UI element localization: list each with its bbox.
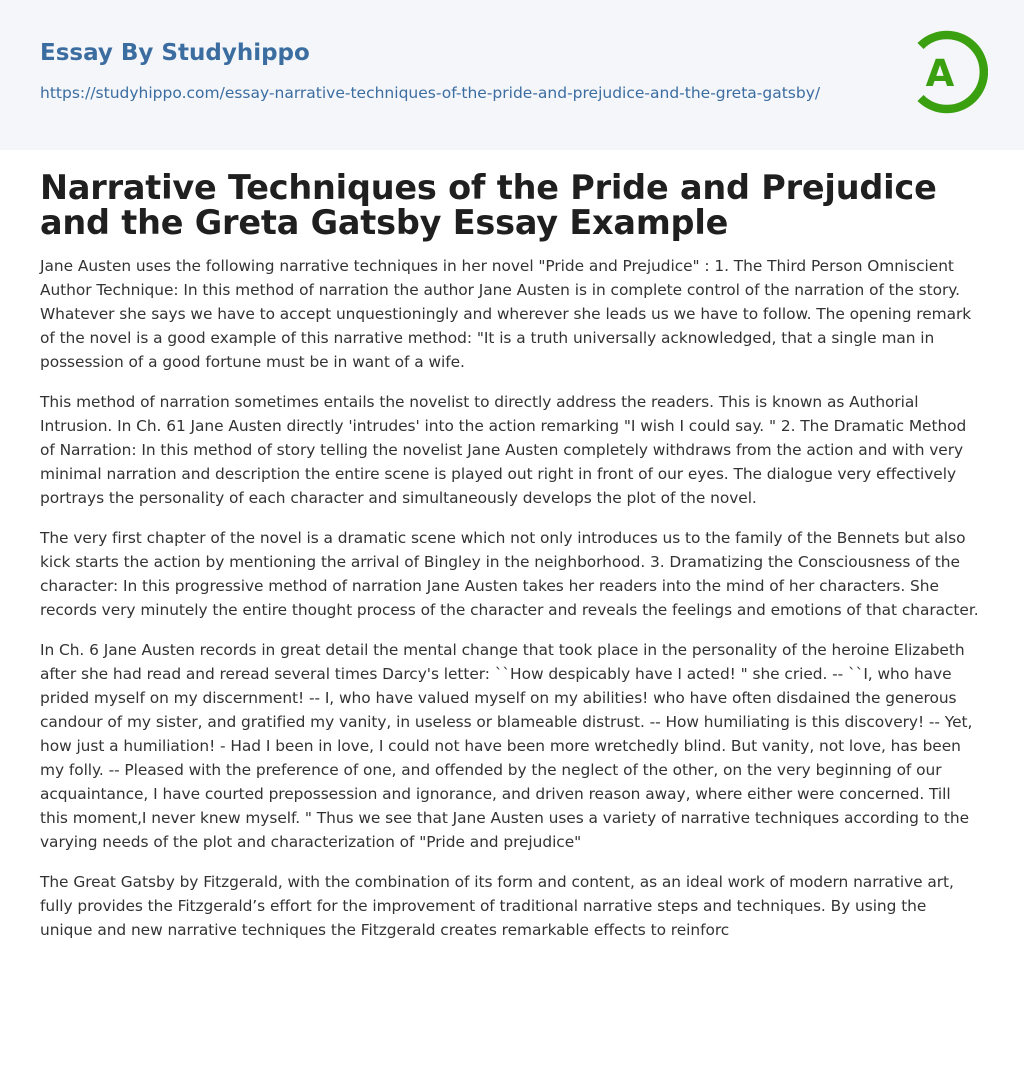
studyhippo-logo-icon[interactable] bbox=[910, 28, 988, 116]
article-paragraph: Jane Austen uses the following narrative techniques in her novel "Pride and Prejudice" : 1. The Third Person Omniscient Author Technique: In this method of narration the author Jane Austen is in complete control of the narration of the story. Whatever she says we have to accept unquestioningly and wherever she leads us we have to follow. The opening remark of the novel is a good example of this narrative method: "It is a truth universally acknowledged, that a single man in possession of a good fortune must be in want of a wife. bbox=[40, 257, 972, 371]
logo-letter: A bbox=[925, 52, 955, 95]
article bbox=[40, 170, 980, 958]
source-url-link[interactable]: https://studyhippo.com/essay-narrative-techniques-of-the-pride-and-prejudice-and-the-greta-gatsby/ bbox=[40, 84, 821, 102]
article-paragraph: This method of narration sometimes entails the novelist to directly address the readers. This is known as Authorial Intrusion. In Ch. 61 Jane Austen directly 'intrudes' into the action remarking "I wish I could say. " 2. The Dramatic Method of Narration: In this method of story telling the novelist Jane Austen completely withdraws from the action and with very minimal narration and description the entire scene is played out right in front of our eyes. The dialogue very effectively portrays the personality of each character and simultaneously develops the plot of the novel. bbox=[40, 393, 967, 507]
article-paragraph: The Great Gatsby by Fitzgerald, with the combination of its form and content, as an ideal work of modern narrative art, fully provides the Fitzgerald’s effort for the improvement of traditional narrative steps and techniques. By using the unique and new narrative techniques the Fitzgerald creates remarkable effects to reinforc bbox=[40, 873, 954, 939]
site-header bbox=[0, 0, 1024, 150]
page-title: Narrative Techniques of the Pride and Prejudice and the Greta Gatsby Essay Example bbox=[40, 168, 937, 242]
article-paragraph: In Ch. 6 Jane Austen records in great detail the mental change that took place in the personality of the heroine Elizabeth after she had read and reread several times Darcy's letter: ``How despicably have I acted! " she cried. -- ``I, who have prided myself on my discernment! -- I, who have valued myself on my abilities! who have often disdained the generous candour of my sister, and gratified my vanity, in useless or blameable distrust. -- How humiliating is this discovery! -- Yet, how just a humiliation! - Had I been in love, I could not have been more wretchedly blind. But vanity, not love, has been my folly. -- Pleased with the preference of one, and offended by the neglect of the other, on the very beginning of our acquaintance, I have courted prepossession and ignorance, and driven reason away, where either were concerned. Till this moment,I never knew myself. " Thus we see that Jane Austen uses a variety of narrative techniques according to the varying needs of the plot and characterization of "Pride and prejudice" bbox=[40, 641, 973, 851]
brand-title[interactable]: Essay By Studyhippo bbox=[40, 40, 310, 66]
article-paragraph: The very first chapter of the novel is a dramatic scene which not only introduces us to the family of the Bennets but also kick starts the action by mentioning the arrival of Bingley in the neighborhood. 3. Dramatizing the Consciousness of the character: In this progressive method of narration Jane Austen takes her readers into the mind of her characters. She records very minutely the entire thought process of the character and reveals the feelings and emotions of that character. bbox=[40, 529, 979, 619]
